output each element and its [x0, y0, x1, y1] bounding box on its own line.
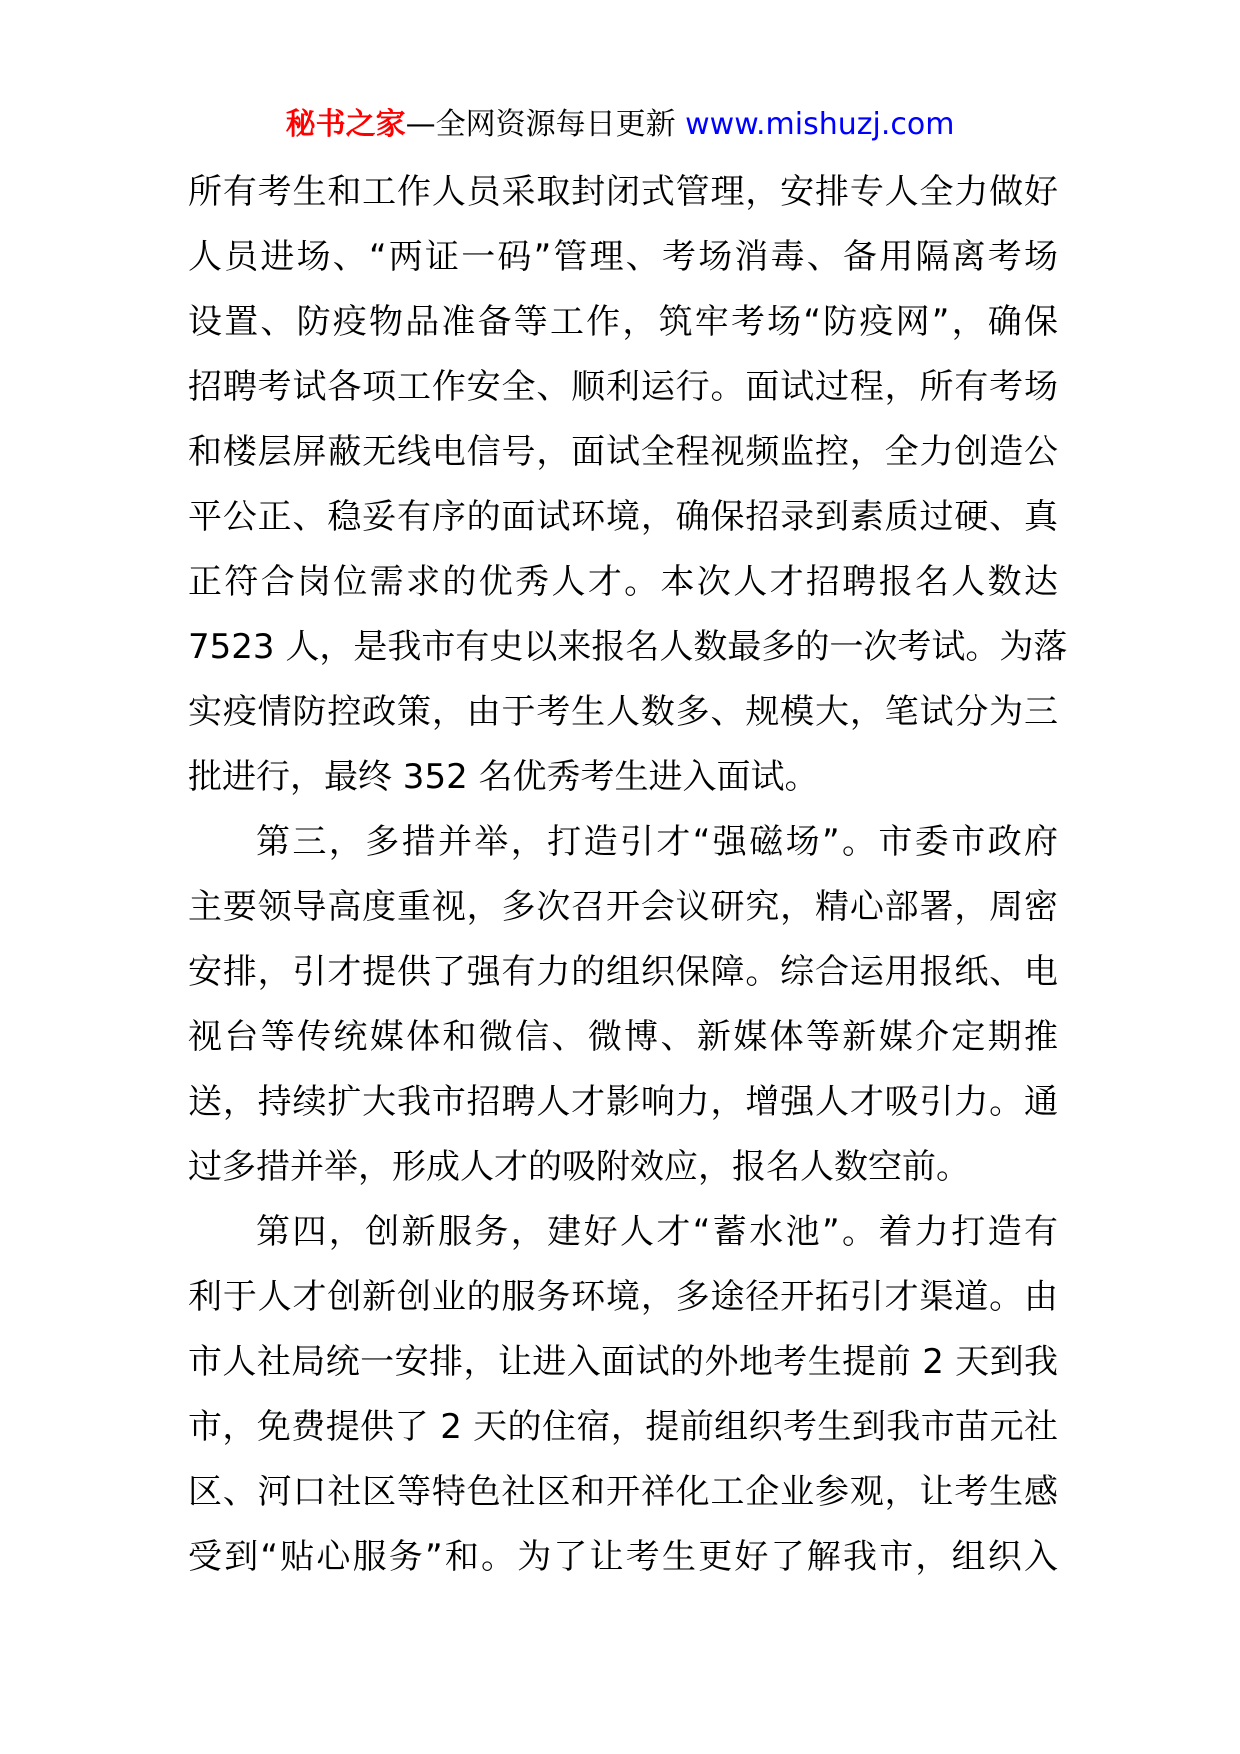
text-line: 利于人才创新创业的服务环境，多途径开拓引才渠道。由 [188, 1277, 1058, 1317]
text-line: 和楼层屏蔽无线电信号，面试全程视频监控，全力创造公 [188, 432, 1058, 472]
paragraph-start-line: 第四，创新服务，建好人才“蓄水池”。着力打造有 [256, 1212, 1058, 1252]
text-line: 平公正、稳妥有序的面试环境，确保招录到素质过硬、真 [188, 497, 1058, 537]
text-line: 视台等传统媒体和微信、微博、新媒体等新媒介定期推 [188, 1017, 1058, 1057]
text-line: 过多措并举，形成人才的吸附效应，报名人数空前。 [188, 1147, 970, 1187]
text-line: 安排，引才提供了强有力的组织保障。综合运用报纸、电 [188, 952, 1058, 992]
text-line: 所有考生和工作人员采取封闭式管理，安排专人全力做好 [188, 172, 1058, 212]
text-line: 人员进场、“两证一码”管理、考场消毒、备用隔离考场 [188, 237, 1058, 277]
header-url[interactable]: www.mishuzj.com [685, 107, 955, 142]
document-body [188, 160, 1068, 1590]
text-line: 受到“贴心服务”和。为了让考生更好了解我市，组织入 [188, 1537, 1058, 1577]
text-line: 设置、防疫物品准备等工作，筑牢考场“防疫网”，确保 [188, 302, 1058, 342]
text-line: 主要领导高度重视，多次召开会议研究，精心部署，周密 [188, 887, 1058, 927]
text-line: 招聘考试各项工作安全、顺利运行。面试过程，所有考场 [188, 367, 1058, 407]
text-line: 区、河口社区等特色社区和开祥化工企业参观，让考生感 [188, 1472, 1058, 1512]
text-line: 7523 人，是我市有史以来报名人数最多的一次考试。为落 [188, 627, 1068, 667]
text-line: 送，持续扩大我市招聘人才影响力，增强人才吸引力。通 [188, 1082, 1058, 1122]
text-line: 批进行，最终 352 名优秀考生进入面试。 [188, 757, 819, 797]
page-header [0, 100, 1240, 150]
text-line: 市，免费提供了 2 天的住宿，提前组织考生到我市苗元社 [188, 1407, 1058, 1447]
text-line: 市人社局统一安排，让进入面试的外地考生提前 2 天到我 [188, 1342, 1058, 1382]
header-brand: 秘书之家 [285, 107, 406, 142]
paragraph-start-line: 第三，多措并举，打造引才“强磁场”。市委市政府 [256, 822, 1058, 862]
text-line: 实疫情防控政策，由于考生人数多、规模大，笔试分为三 [188, 692, 1058, 732]
text-line: 正符合岗位需求的优秀人才。本次人才招聘报名人数达 [188, 562, 1058, 602]
header-tagline: —全网资源每日更新 [405, 107, 676, 142]
